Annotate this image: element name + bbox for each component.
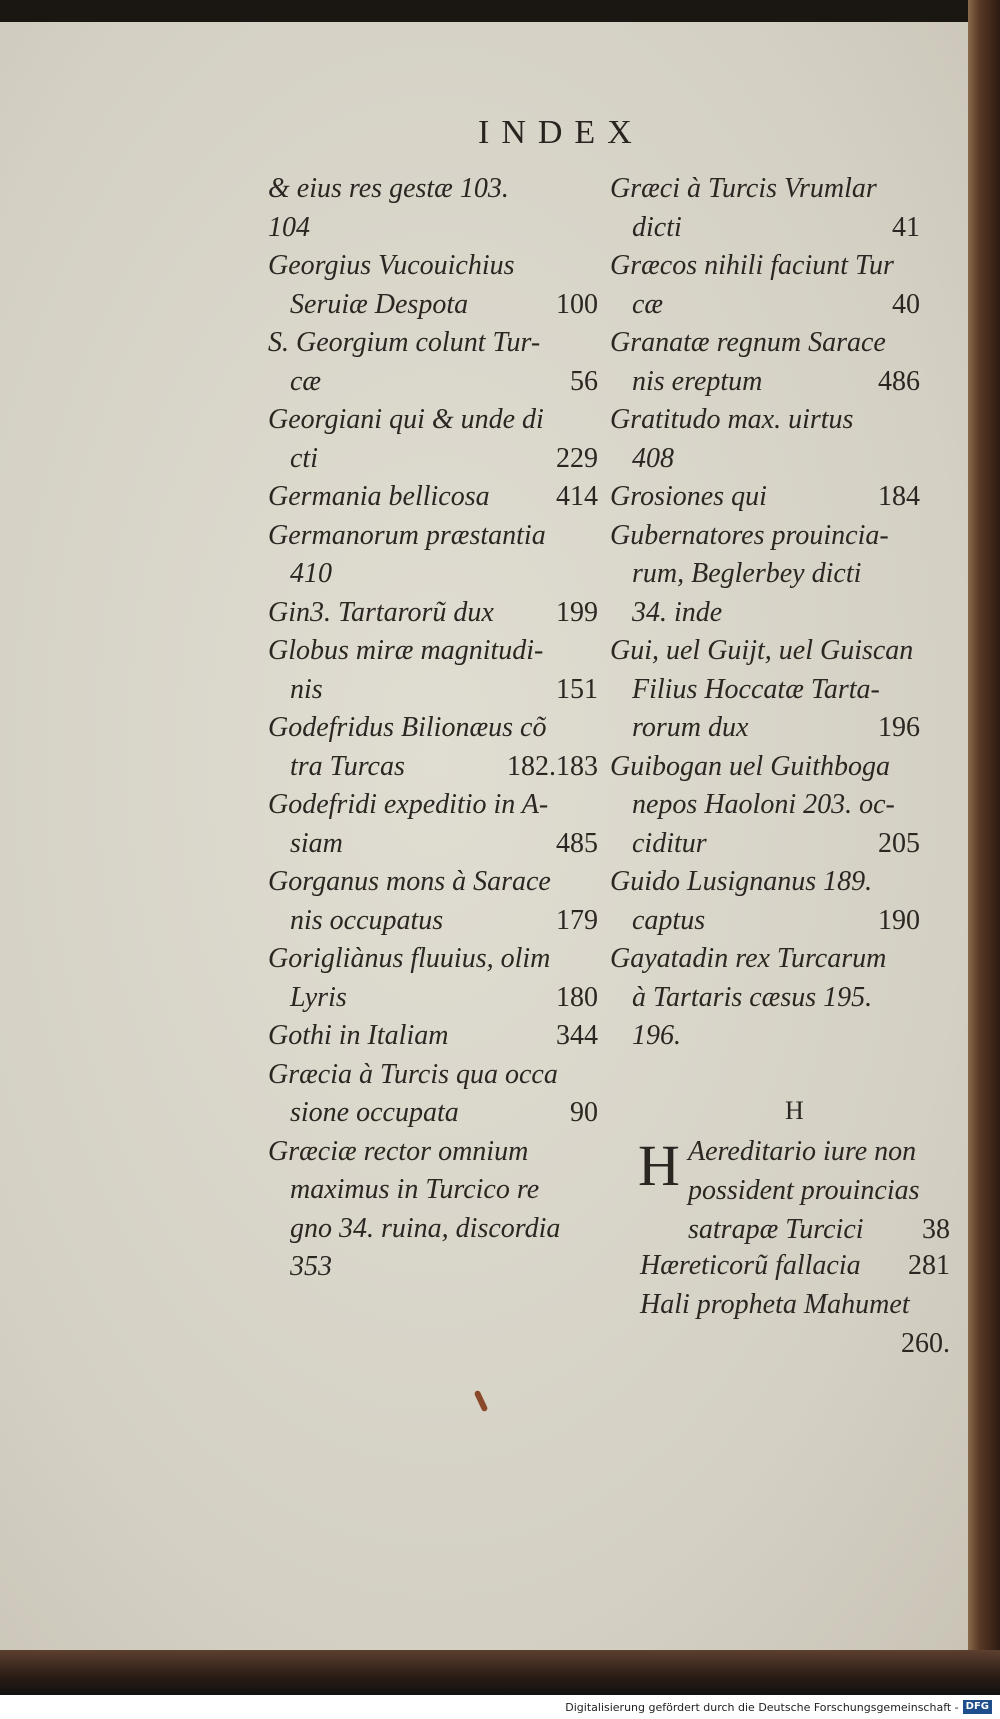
index-entry [610, 401, 920, 440]
entry-page-number: 151 [556, 673, 598, 705]
entry-page-number: 56 [570, 365, 598, 397]
footer-text: Digitalisierung gefördert durch die Deutsche Forschungsgemeinschaft - [565, 1700, 959, 1714]
entry-page-number: 196 [878, 712, 920, 743]
entry-page-number: 38 [922, 1214, 950, 1245]
entry-text: Godefridi expeditio in A- [268, 789, 549, 820]
page-edge [968, 0, 1000, 1660]
index-entry [268, 1094, 598, 1133]
entry-text: rorum dux [632, 712, 749, 743]
entry-page-number: 229 [556, 442, 598, 474]
entry-text: Guibogan uel Guithboga [610, 750, 890, 782]
entry-page-number: 344 [556, 1020, 598, 1051]
index-entry [268, 1210, 598, 1249]
entry-page-number: 485 [556, 827, 598, 859]
entry-text: Aereditario iure non [688, 1136, 917, 1167]
entry-text: Gubernatores prouincia- [610, 519, 889, 551]
entry-text: possident prouincias [688, 1175, 920, 1206]
index-entry [610, 286, 920, 325]
entry-text: ciditur [632, 827, 707, 859]
index-entry [610, 170, 920, 209]
index-entry [268, 825, 598, 864]
entry-page-number: 184 [878, 481, 920, 512]
entry-text: Filius Hoccatæ Tarta- [632, 673, 880, 705]
entry-page-number: 180 [556, 981, 598, 1013]
index-entry [640, 1324, 950, 1363]
index-entry [688, 1171, 950, 1210]
entry-text: Hæreticorũ fallacia [640, 1250, 861, 1281]
entry-text: Georgiani qui & unde di [268, 404, 544, 435]
index-entry [610, 863, 920, 902]
index-entry [268, 324, 598, 363]
entry-text: Gui, uel Guijt, uel Guiscan [610, 635, 914, 666]
index-entry [610, 671, 920, 710]
index-entry [610, 709, 920, 748]
entry-text: & eius res gestæ 103. [268, 173, 509, 204]
entry-text: dicti [632, 211, 682, 243]
section-letter-h: H [785, 1096, 804, 1125]
index-entry [688, 1132, 950, 1171]
entry-text: Globus miræ magnitudi- [268, 635, 544, 666]
index-entry [268, 401, 598, 440]
entry-text: siam [290, 827, 343, 859]
entry-text: gno 34. ruina, discordia [290, 1212, 561, 1244]
index-entry [268, 363, 598, 402]
entry-text: sione occupata [290, 1097, 459, 1128]
entry-text: Lyris [290, 981, 347, 1013]
entry-text: Gothi in Italiam [268, 1020, 449, 1051]
page-header: INDEX [478, 114, 644, 151]
entry-text: nis [290, 673, 323, 705]
entry-text: Germanorum præstantia [268, 519, 546, 551]
index-entry [610, 517, 920, 556]
index-entry [610, 247, 920, 286]
index-entry [640, 1285, 950, 1324]
entry-text: Gin3. Tartarorũ dux [268, 596, 494, 628]
index-entry [268, 671, 598, 710]
ink-mark [474, 1390, 489, 1412]
index-entry [610, 363, 920, 402]
entry-text: 410 [290, 558, 332, 589]
entry-text: satrapæ Turcici [688, 1214, 864, 1245]
entry-text: 408 [632, 442, 674, 474]
entry-page-number: 199 [556, 596, 598, 628]
index-entry [610, 902, 920, 941]
entry-text: Gratitudo max. uirtus [610, 404, 854, 435]
entry-page-number: 179 [556, 904, 598, 936]
entry-text: 353 [290, 1251, 332, 1282]
section-h-more-entries [640, 1246, 950, 1363]
index-entry [268, 209, 598, 248]
entry-text: Græcos nihili faciunt Tur [610, 250, 894, 281]
index-entry [268, 940, 598, 979]
entry-text: nis occupatus [290, 904, 444, 936]
entry-text: Grosiones qui [610, 481, 767, 512]
index-entry [640, 1246, 950, 1285]
index-entry [610, 440, 920, 479]
index-entry [268, 170, 598, 209]
entry-text: Gorganus mons à Sarace [268, 866, 551, 897]
entry-text: Guido Lusignanus 189. [610, 866, 873, 897]
index-entry [268, 286, 598, 325]
entry-text: rum, Beglerbey dicti [632, 558, 862, 589]
entry-text: à Tartaris cæsus 195. [632, 981, 873, 1013]
book-bottom-edge [0, 1650, 1000, 1695]
entry-text: nepos Haoloni 203. oc- [632, 789, 895, 820]
index-entry [610, 786, 920, 825]
index-column-left [268, 170, 598, 1287]
index-entry [268, 478, 598, 517]
entry-page-number: 260. [901, 1328, 950, 1359]
index-entry [268, 517, 598, 556]
entry-text: captus [632, 904, 706, 936]
book-page [0, 22, 968, 1650]
index-entry [268, 979, 598, 1018]
entry-text: S. Georgium colunt Tur- [268, 327, 541, 358]
index-entry [610, 825, 920, 864]
entry-text: nis ereptum [632, 365, 763, 397]
entry-text: 196. [632, 1020, 681, 1051]
entry-text: tra Turcas [290, 750, 405, 782]
index-entry [610, 979, 920, 1018]
entry-page-number: 182.183 [507, 750, 598, 782]
index-entry [268, 786, 598, 825]
entry-text: Gayatadin rex Turcarum [610, 943, 887, 974]
index-entry [610, 594, 920, 633]
section-h-entries [688, 1132, 950, 1249]
index-entry [268, 863, 598, 902]
entry-text: Græcia à Turcis qua occa [268, 1058, 558, 1090]
entry-page-number: 486 [878, 365, 920, 397]
entry-text: Seruiæ Despota [290, 288, 469, 320]
index-entry [268, 594, 598, 633]
index-entry [268, 555, 598, 594]
entry-text: Granatæ regnum Sarace [610, 327, 886, 358]
index-entry [610, 209, 920, 248]
index-entry [268, 1056, 598, 1095]
entry-text: Germania bellicosa [268, 481, 490, 512]
dropcap-initial: H [638, 1133, 680, 1198]
entry-text: 34. inde [632, 596, 723, 628]
index-column-right [610, 170, 920, 1056]
index-entry [610, 940, 920, 979]
index-entry [268, 709, 598, 748]
index-entry [268, 1248, 598, 1287]
entry-page-number: 41 [892, 211, 920, 243]
digitization-footer [0, 1695, 1000, 1719]
dfg-logo-icon: DFG [963, 1700, 992, 1714]
entry-text: maximus in Turcico re [290, 1174, 540, 1205]
index-entry [268, 247, 598, 286]
index-entry [610, 632, 920, 671]
index-entry [688, 1210, 950, 1249]
index-entry [610, 478, 920, 517]
entry-text: cæ [290, 365, 322, 397]
entry-text: Græciæ rector omnium [268, 1135, 529, 1167]
entry-text: 104 [268, 211, 310, 243]
entry-page-number: 100 [556, 288, 598, 320]
entry-page-number: 90 [570, 1097, 598, 1128]
index-entry [268, 1017, 598, 1056]
index-entry [610, 555, 920, 594]
entry-text: Georgius Vucouichius [268, 250, 515, 281]
entry-text: Hali propheta Mahumet [640, 1289, 910, 1320]
index-entry [610, 748, 920, 787]
entry-text: Godefridus Bilionæus cõ [268, 712, 547, 743]
entry-page-number: 40 [892, 288, 920, 320]
index-entry [268, 748, 598, 787]
entry-page-number: 190 [878, 904, 920, 936]
index-entry [268, 1133, 598, 1172]
index-entry [610, 1017, 920, 1056]
entry-text: Græci à Turcis Vrumlar [610, 173, 877, 204]
entry-text: cæ [632, 288, 664, 320]
entry-page-number: 205 [878, 827, 920, 859]
entry-page-number: 414 [556, 481, 598, 512]
entry-text: Gorigliànus fluuius, olim [268, 943, 551, 974]
entry-page-number: 281 [908, 1250, 950, 1281]
index-entry [268, 632, 598, 671]
index-entry [268, 440, 598, 479]
index-entry [268, 1171, 598, 1210]
entry-text: cti [290, 442, 318, 474]
index-entry [610, 324, 920, 363]
index-entry [268, 902, 598, 941]
